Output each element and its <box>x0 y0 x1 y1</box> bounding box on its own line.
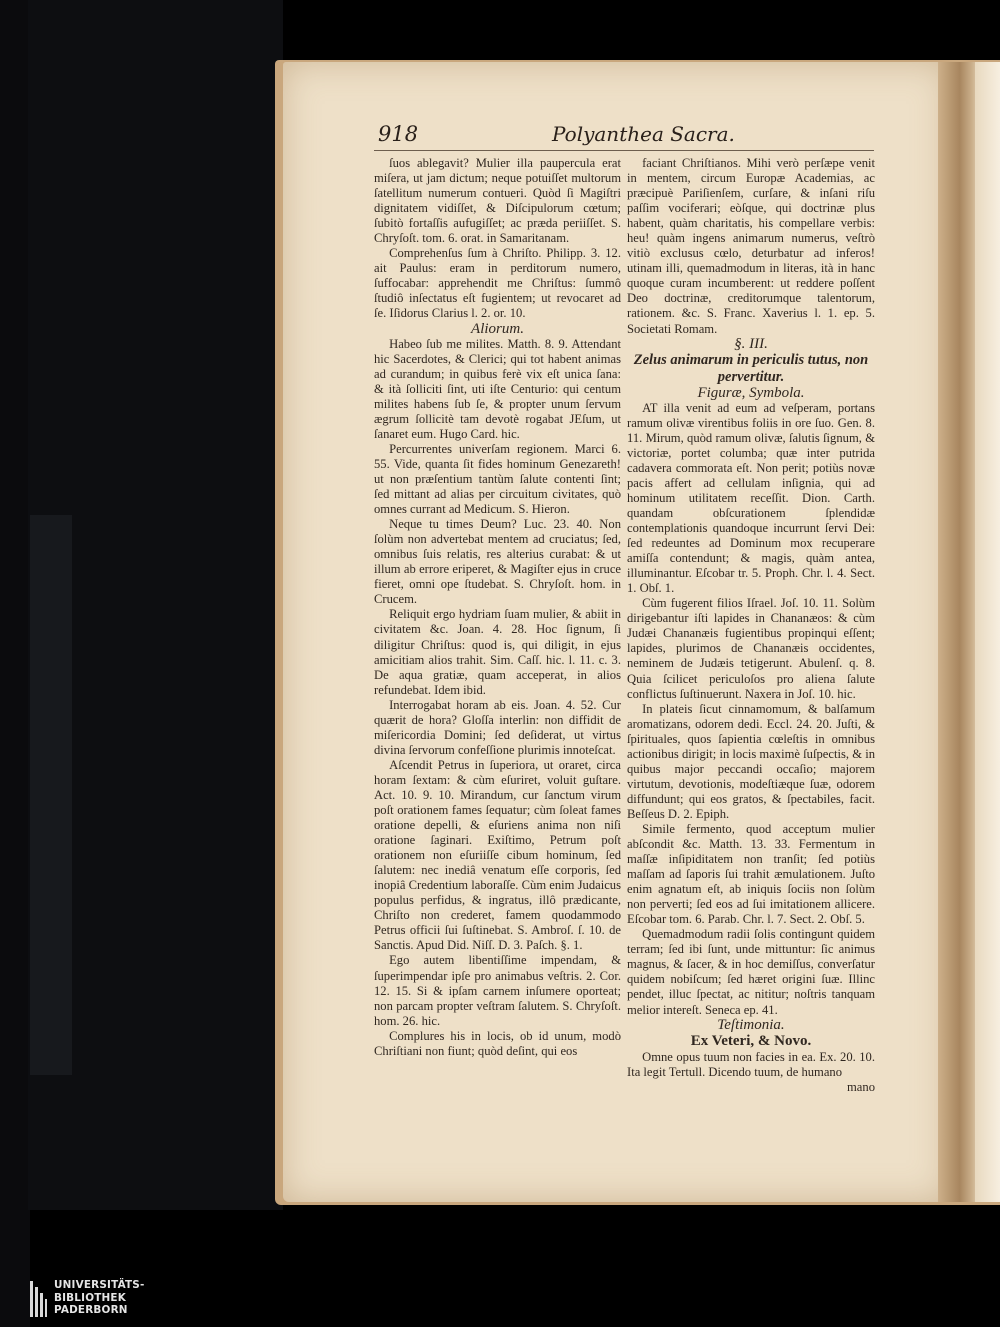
library-name <box>54 1279 145 1317</box>
library-logo <box>30 1278 190 1320</box>
text-paragraph: Percurrentes univerſam regionem. Marci 6. 55. Vide, quanta ſit fides hominum Genezareth! ut non præſentium tantùm ſalute contenti ſint; ſed mittant ad alias per circuitum civitates, quò omnes currant ad Medicum. S. Hieron. <box>374 441 621 517</box>
text-paragraph: In plateis ſicut cinnamomum, & balſamum aromatizans, odorem dedi. Eccl. 24. 20. Juſti, & ſpirituales, quos ſapientia cœleſtis in omnibus actionibus dirigit; in locis maximè ſuſpectis, & in quibus major peccandi occaſio; majorem virtutum, devotionis, modeſtiæque ſuæ, odorem diffundunt; qui eos gratos, & ſpectabiles, facit. Beſſeus D. 2. Epiph. <box>627 701 875 821</box>
page-header <box>372 122 882 152</box>
library-logo-icon <box>30 1281 47 1317</box>
right-column <box>627 156 875 1095</box>
section-heading: §. III. <box>734 335 768 352</box>
text-paragraph: Interrogabat horam ab eis. Joan. 4. 52. Cur quærit de hora? Gloſſa interlin: non diffidit de miſericordia Domini; ſed deſiderat, ut virtus divina ſervorum confeſſione plurimis innoteſcat. <box>374 697 621 757</box>
text-paragraph: faciant Chriſtianos. Mihi verò perſæpe venit in mentem, circum Europæ Academias, ac præcipuè Pariſienſem, curſare, & inſani riſu paſſim vociferari; eòſque, qui doctrinæ plus habent, quàm charitatis, his compellare verbis: heu! quàm ingens animarum numerus, veſtrò vitiò exclusus cœlo, deturbatur ad inferos! utinam illi, quemadmodum in literas, ità in hanc quoque curam incumberent: ut reddere poſſent Deo doctrinæ, creditorumque talentorum, rationem. &c. S. Franc. Xaverius l. 1. ep. 5. Societati Romam. <box>627 156 875 336</box>
catchword: mano <box>847 1079 875 1094</box>
text-paragraph: Comprehenſus ſum à Chriſto. Philipp. 3. 12. ait Paulus: eram in perditorum numero, ſuffocabar: apprehendit me Chriſtus: ſummô ſtudiô inſectatus eſt fugientem; ut revocaret ad ſe. Iſidorus Clarius l. 2. or. 10. <box>374 246 621 321</box>
text-paragraph: Simile fermento, quod acceptum mulier abſcondit &c. Matth. 13. 33. Fermentum in maſſæ inſipiditatem non tranſit; ſed potiùs maſſam ad ſaporis ſui trahit æmulationem. Juſto enim agnatum eſt, ab iniquis ſociis non ſolùm non perverti; ſed eos ad ſui imitationem allicere. Eſcobar tom. 6. Parab. Chr. l. 7. Sect. 2. Obſ. 5. <box>627 821 875 927</box>
cover-edge <box>30 515 72 1075</box>
text-paragraph: Complures his in locis, ob id unum, modò Chriſtiani non fiunt; quòd deſint, qui eos <box>374 1028 621 1058</box>
library-name-line: UNIVERSITÄTS- <box>54 1279 145 1291</box>
text-paragraph: Habeo ſub me milites. Matth. 8. 9. Attendant hic Sacerdotes, & Clerici; qui tot habent animas ad curandum; in quibus ferè vix eſt unica ſana: & ità ſolliciti ſint, uti iſte Centurio: qui centum milites habens ſub ſe, & propter unum ſervum ægrum ſollicitè tam devotè rogabat JEſum, ut ſanaret eum. Hugo Card. hic. <box>374 336 621 441</box>
text-paragraph: Neque tu times Deum? Luc. 23. 40. Non ſolùm non advertebat mentem ad cruciatus; ſed, omnibus ſuis relatis, res alterius curabat: & ut illum ab errore eriperet, & Magiſter ejus in cruce fieret, omni ope ſtudebat. S. Chryſoſt. hom. in Crucem. <box>374 517 621 607</box>
text-paragraph: AT illa venit ad eum ad veſperam, portans ramum olivæ virentibus foliis in ore ſuo. Gen. 8. 11. Mirum, quòd ramum olivæ, ſalutis ſignum, & victoriæ, portet columba; quæ inter putrida cadavera commorata eſt. Non perit; potiùs novæ pacis affert ad cellulam inſignia, qui ad hominum utilitatem receſſit. Dion. Carth. quandam obſcurationem ſplendidæ contemplationis quandoque incurrunt ſervi Dei: ſed redeuntes ad Dominum mox recuperare amiſſa contendunt; & magis, quàm antea, illuminantur. Eſcobar tr. 5. Proph. Chr. l. 4. Sect. 1. Obſ. 1. <box>627 400 875 596</box>
text-paragraph: Aſcendit Petrus in ſuperiora, ut oraret, circa horam ſextam: & cùm eſuriret, voluit guſtare. Act. 10. 9. 10. Mirandum, cur ſanctum virum poſt orationem fames ſequatur; cùm ſoleat fames oratione depelli, & eſuriens anima non niſi oratione ſaginari. Exiſtimo, Petrum poſt orationem non eſuriiſſe cibum hominum, ſed ſalutem: nec inediâ venatum eſſe corporis, ſed inopiâ Credentium laboraſſe. Cùm enim Judaicus populus perfidus, & ingratus, illô prædicante, Chriſto non crederet, famem quodammodo Petrus officii ſui ſuſtinebat. S. Ambroſ. ſ. 10. de Sanctis. Apud Did. Niſſ. D. 3. Paſch. §. 1. <box>374 757 621 953</box>
library-name-line: BIBLIOTHEK <box>54 1291 126 1304</box>
text-paragraph: Ego autem libentiſſime impendam, & ſuperimpendar ipſe pro animabus veſtris. 2. Cor. 12. 15. Si & ipſam carnem inſumere oporteat; non parcam propter veſtram ſalutem. S. Chryſoſt. hom. 26. hic. <box>374 953 621 1028</box>
scan-background <box>0 0 30 1327</box>
facing-page-edge <box>975 62 1000 1202</box>
library-name-line: PADERBORN <box>54 1304 128 1316</box>
header-rule <box>374 150 874 151</box>
section-heading: Teſtimonia. <box>717 1016 785 1033</box>
section-subtitle: Ex Veteri, & Novo. <box>690 1032 812 1049</box>
text-paragraph: Quemadmodum radii ſolis contingunt quidem terram; ſed ibi ſunt, unde mittuntur: ſic animus magnus, & ſacer, & in hoc demiſſus, converſatur quidem nobiſcum; ſed hæret origini ſuæ. Illinc pendet, illuc ſpectat, ac nititur; noſtris tanquam melior intereſt. Seneca ep. 41. <box>627 927 875 1017</box>
left-column <box>374 156 621 1059</box>
section-heading: Aliorum. <box>471 320 524 337</box>
section-heading: Figuræ, Symbola. <box>697 384 805 401</box>
text-paragraph: ſuos ablegavit? Mulier illa paupercula erat miſera, ut jam dictum; neque potuiſſet multorum ſatellitum numerum contueri. Quòd ſi Magiſtri dignitatem vidiſſet, & Diſcipulorum cœtum; ſubitò fortaſſis aufugiſſet; ac præda periiſſet. S. Chryſoſt. tom. 6. orat. in Samaritanam. <box>374 156 621 246</box>
page-number: 918 <box>378 122 419 146</box>
text-paragraph: Reliquit ergo hydriam ſuam mulier, & abiit in civitatem &c. Joan. 4. 28. Hoc ſignum, ſi diligitur Chriſtus: quod is, qui diligit, in ejus amicitiam alios trahit. Sim. Caſſ. hic. l. 11. c. 3. De aqua gratiæ, quam acceperat, in alios refundebat. Idem ibid. <box>374 607 621 697</box>
running-title: Polyanthea Sacra. <box>552 122 735 146</box>
text-paragraph: Cùm fugerent filios Iſrael. Joſ. 10. 11. Solùm dirigebantur iſti lapides in Chananæos: & cùm Judæi Chananæis fugientibus propinqui eſſent; lapides, plurimos de Chananæis occidentes, neminem de Judæis tetigerunt. Abulenſ. q. 8. Quia ſcilicet periculoſos pro aliena ſalute conflictus ſuſtinuerunt. Naxera in Joſ. 10. hic. <box>627 596 875 701</box>
section-title: Zelus animarum in periculis tutus, non pervertitur. <box>633 351 869 385</box>
text-paragraph: Omne opus tuum non facies in ea. Ex. 20. 10. Ita legit Tertull. Dicendo tuum, de humano <box>627 1049 875 1079</box>
